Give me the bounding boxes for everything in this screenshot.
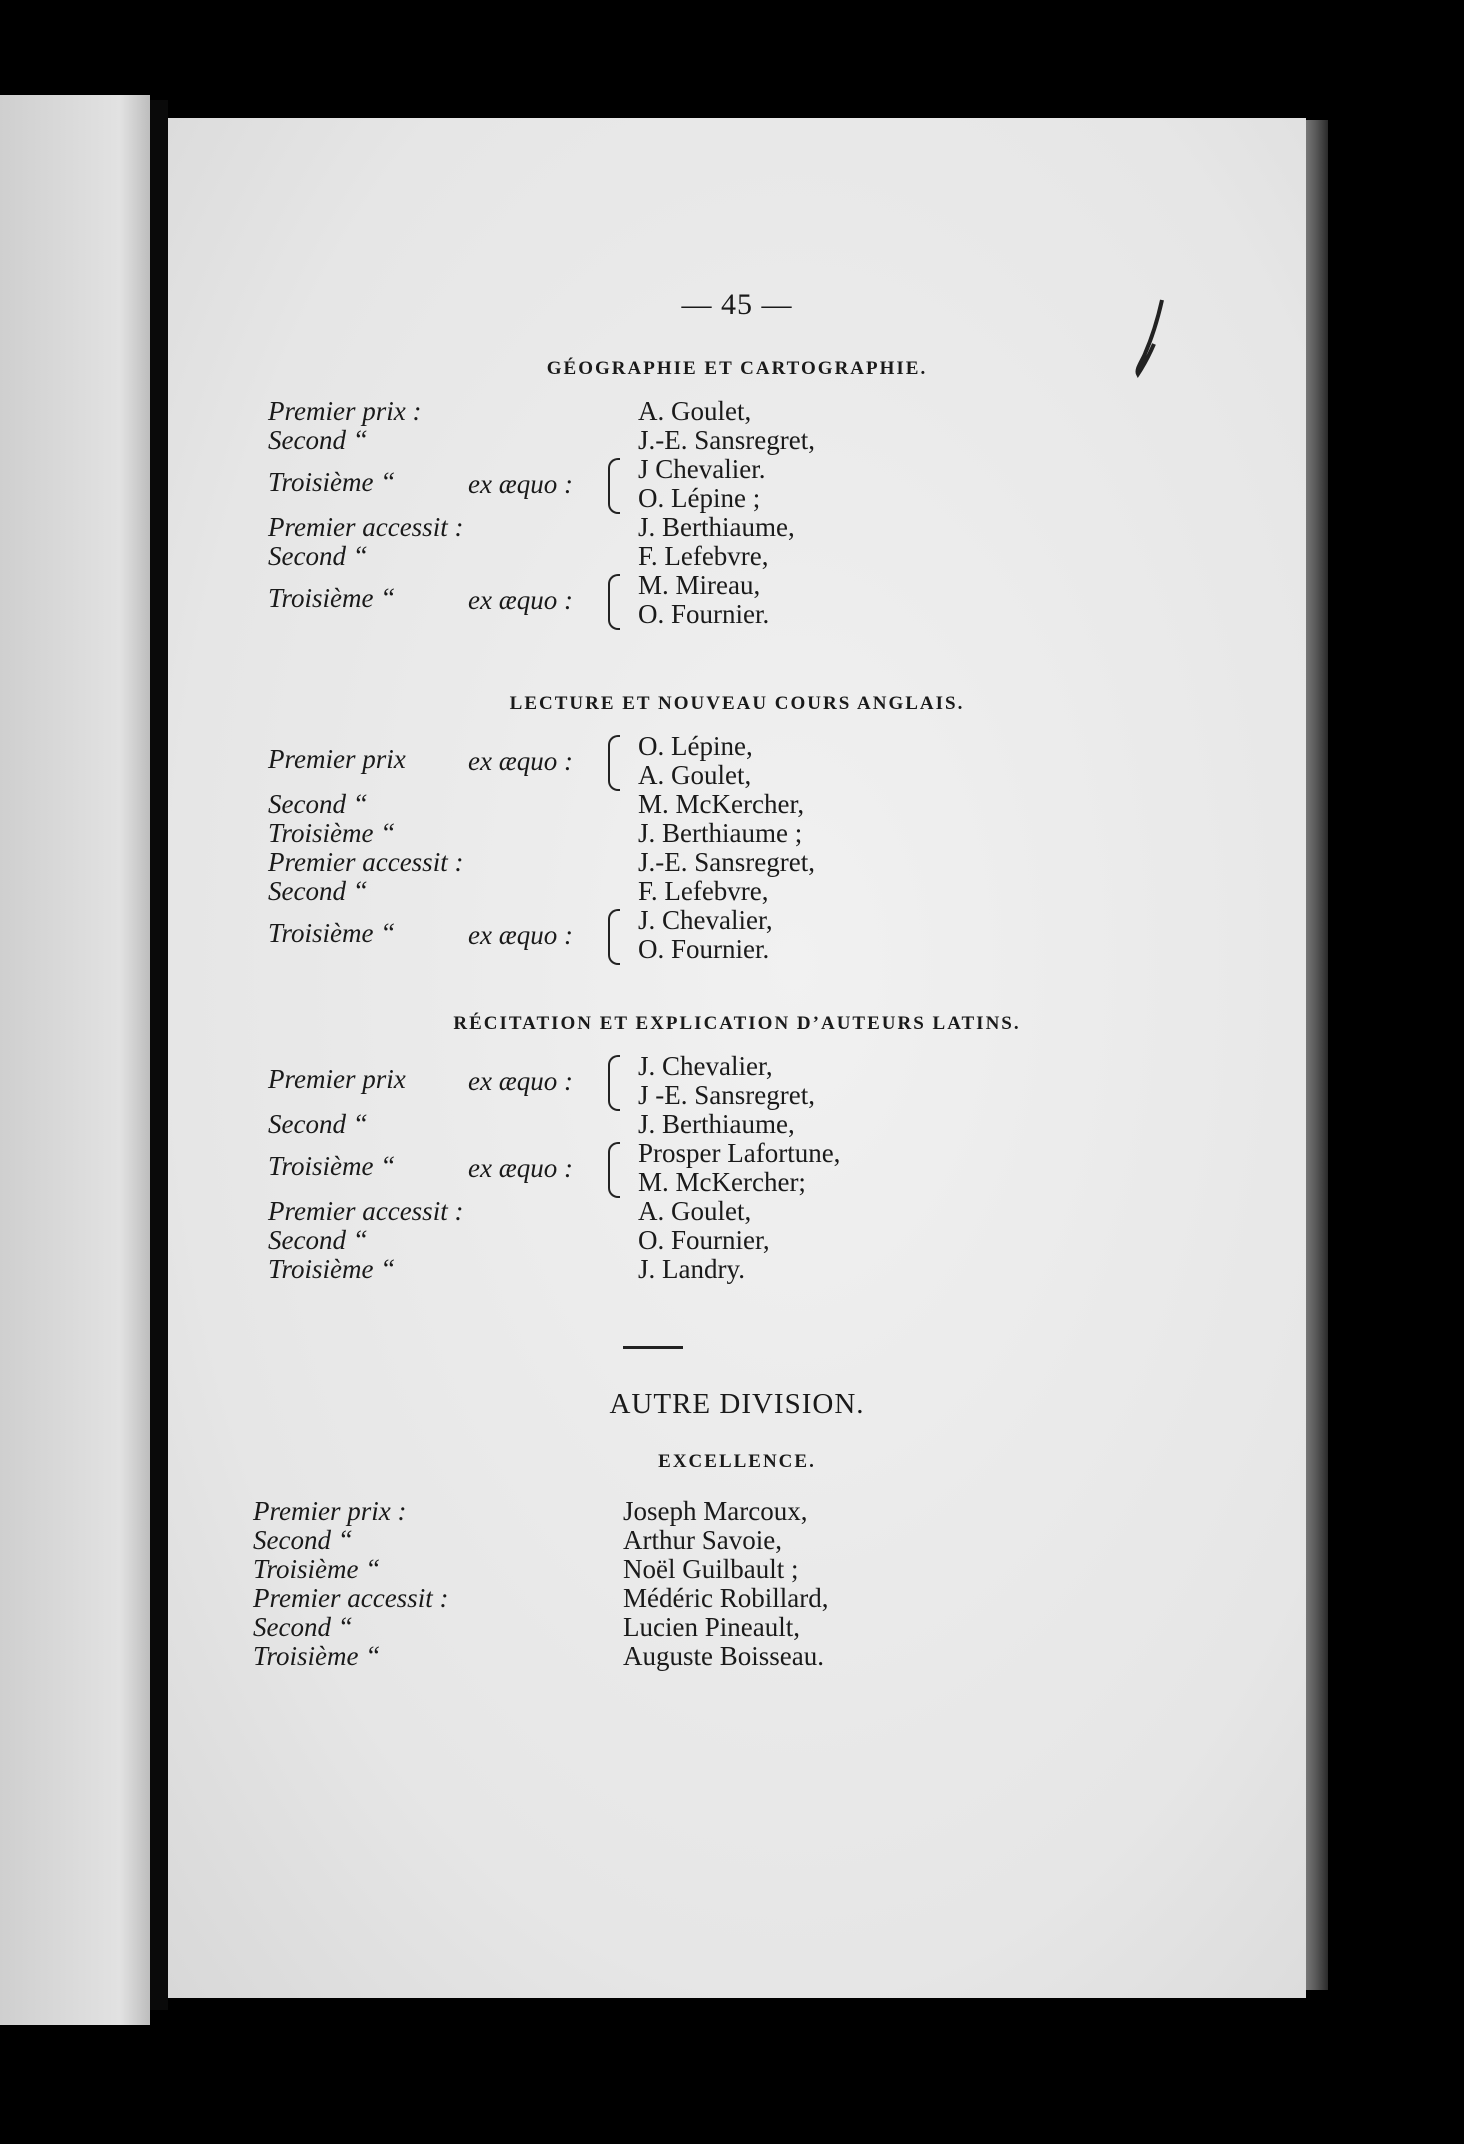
- prize-row: [168, 1641, 1268, 1671]
- prize-row: [168, 1554, 1268, 1584]
- prize-label: Troisième “: [268, 1151, 396, 1181]
- winner-name: O. Lépine ;: [638, 483, 761, 513]
- page-number: [168, 288, 1306, 322]
- brace-mark: [608, 574, 620, 630]
- winner-name: O. Fournier.: [638, 599, 770, 629]
- winner-name: J. Chevalier,: [638, 905, 773, 935]
- prize-label: Second “: [268, 789, 368, 819]
- prize-row: [168, 1196, 1268, 1226]
- prize-row: [168, 396, 1268, 426]
- section-title: LECTURE ET NOUVEAU COURS ANGLAIS.: [509, 693, 965, 714]
- prize-label: Second “: [253, 1612, 353, 1642]
- winner-name: A. Goulet,: [638, 396, 752, 426]
- winner-name: J. Berthiaume ;: [638, 818, 803, 848]
- left-page-fragment: [0, 95, 150, 2025]
- ex-aequo-note: ex æquo :: [468, 1066, 573, 1096]
- winner-name: F. Lefebvre,: [638, 541, 769, 571]
- prize-label: Second “: [253, 1525, 353, 1555]
- division-title: AUTRE DIVISION.: [609, 1388, 865, 1420]
- winner-name: O. Lépine,: [638, 731, 753, 761]
- prize-label: Second “: [268, 876, 368, 906]
- winner-name: Noël Guilbault ;: [623, 1554, 799, 1584]
- winner-name: J.-E. Sansregret,: [638, 425, 815, 455]
- section-title: GÉOGRAPHIE ET CARTOGRAPHIE.: [546, 358, 928, 379]
- ex-aequo-note: ex æquo :: [468, 746, 573, 776]
- winner-name: F. Lefebvre,: [638, 876, 769, 906]
- ex-aequo-note: ex æquo :: [468, 920, 573, 950]
- prize-label: Troisième “: [253, 1554, 381, 1584]
- prize-row: [168, 818, 1268, 848]
- winner-name: M. Mireau,: [638, 570, 761, 600]
- brace-mark: [608, 1055, 620, 1111]
- prize-label: Troisième “: [268, 467, 396, 497]
- document-page: [168, 118, 1306, 1998]
- prize-row: [168, 541, 1268, 571]
- binding-gutter: [150, 100, 168, 2010]
- winner-name: A. Goulet,: [638, 760, 752, 790]
- winner-name: J. Landry.: [638, 1254, 745, 1284]
- prize-label: Premier accessit :: [253, 1583, 449, 1613]
- prize-label: Troisième “: [268, 918, 396, 948]
- brace-mark: [608, 458, 620, 514]
- winner-name: M. McKercher,: [638, 789, 805, 819]
- prize-row: [168, 1254, 1268, 1284]
- prize-label: Premier accessit :: [268, 512, 464, 542]
- prize-row: [168, 1583, 1268, 1613]
- winner-name: O. Fournier,: [638, 1225, 770, 1255]
- division-subtitle: EXCELLENCE.: [658, 1451, 816, 1472]
- winner-name: Lucien Pineault,: [623, 1612, 800, 1642]
- prize-row: [168, 905, 1268, 964]
- prize-row: [168, 425, 1268, 455]
- ex-aequo-note: ex æquo :: [468, 1153, 573, 1183]
- prize-label: Second “: [268, 425, 368, 455]
- winner-name: Arthur Savoie,: [623, 1525, 782, 1555]
- prize-row: [168, 789, 1268, 819]
- winner-name: Médéric Robillard,: [623, 1583, 829, 1613]
- prize-label: Second “: [268, 541, 368, 571]
- prize-label: Premier prix: [268, 744, 406, 774]
- prize-label: Troisième “: [253, 1641, 381, 1671]
- prize-label: Premier prix: [268, 1064, 406, 1094]
- prize-row: [168, 1138, 1268, 1197]
- prize-row: [168, 1225, 1268, 1255]
- brace-mark: [608, 735, 620, 791]
- prize-label: Second “: [268, 1109, 368, 1139]
- winner-name: J. Berthiaume,: [638, 1109, 795, 1139]
- winner-name: J -E. Sansregret,: [638, 1080, 815, 1110]
- ex-aequo-note: ex æquo :: [468, 585, 573, 615]
- prize-label: Troisième “: [268, 818, 396, 848]
- winner-name: J. Berthiaume,: [638, 512, 795, 542]
- prize-row: [168, 1612, 1268, 1642]
- winner-name: Auguste Boisseau.: [623, 1641, 824, 1671]
- prize-label: Troisième “: [268, 583, 396, 613]
- prize-row: [168, 847, 1268, 877]
- winner-name: O. Fournier.: [638, 934, 770, 964]
- winner-name: A. Goulet,: [638, 1196, 752, 1226]
- prize-row: [168, 454, 1268, 513]
- winner-name: Joseph Marcoux,: [623, 1496, 808, 1526]
- brace-mark: [608, 1142, 620, 1198]
- brace-mark: [608, 909, 620, 965]
- prize-row: [168, 1051, 1268, 1110]
- winner-name: M. McKercher;: [638, 1167, 806, 1197]
- winner-name: J.-E. Sansregret,: [638, 847, 815, 877]
- prize-label: Second “: [268, 1225, 368, 1255]
- prize-label: Premier accessit :: [268, 847, 464, 877]
- prize-label: Premier prix :: [253, 1496, 407, 1526]
- winner-name: Prosper Lafortune,: [638, 1138, 841, 1168]
- prize-label: Troisième “: [268, 1254, 396, 1284]
- prize-row: [168, 570, 1268, 629]
- prize-row: [168, 1109, 1268, 1139]
- section-title: RÉCITATION ET EXPLICATION D’AUTEURS LATINS.: [453, 1013, 1021, 1034]
- prize-row: [168, 1525, 1268, 1555]
- winner-name: J Chevalier.: [638, 454, 766, 484]
- divider-rule: [623, 1346, 683, 1349]
- ex-aequo-note: ex æquo :: [468, 469, 573, 499]
- prize-row: [168, 731, 1268, 790]
- page-edge: [1306, 120, 1328, 1990]
- page-number-text: — 45 —: [681, 288, 793, 321]
- prize-label: Premier accessit :: [268, 1196, 464, 1226]
- prize-row: [168, 512, 1268, 542]
- prize-label: Premier prix :: [268, 396, 422, 426]
- winner-name: J. Chevalier,: [638, 1051, 773, 1081]
- prize-row: [168, 1496, 1268, 1526]
- prize-row: [168, 876, 1268, 906]
